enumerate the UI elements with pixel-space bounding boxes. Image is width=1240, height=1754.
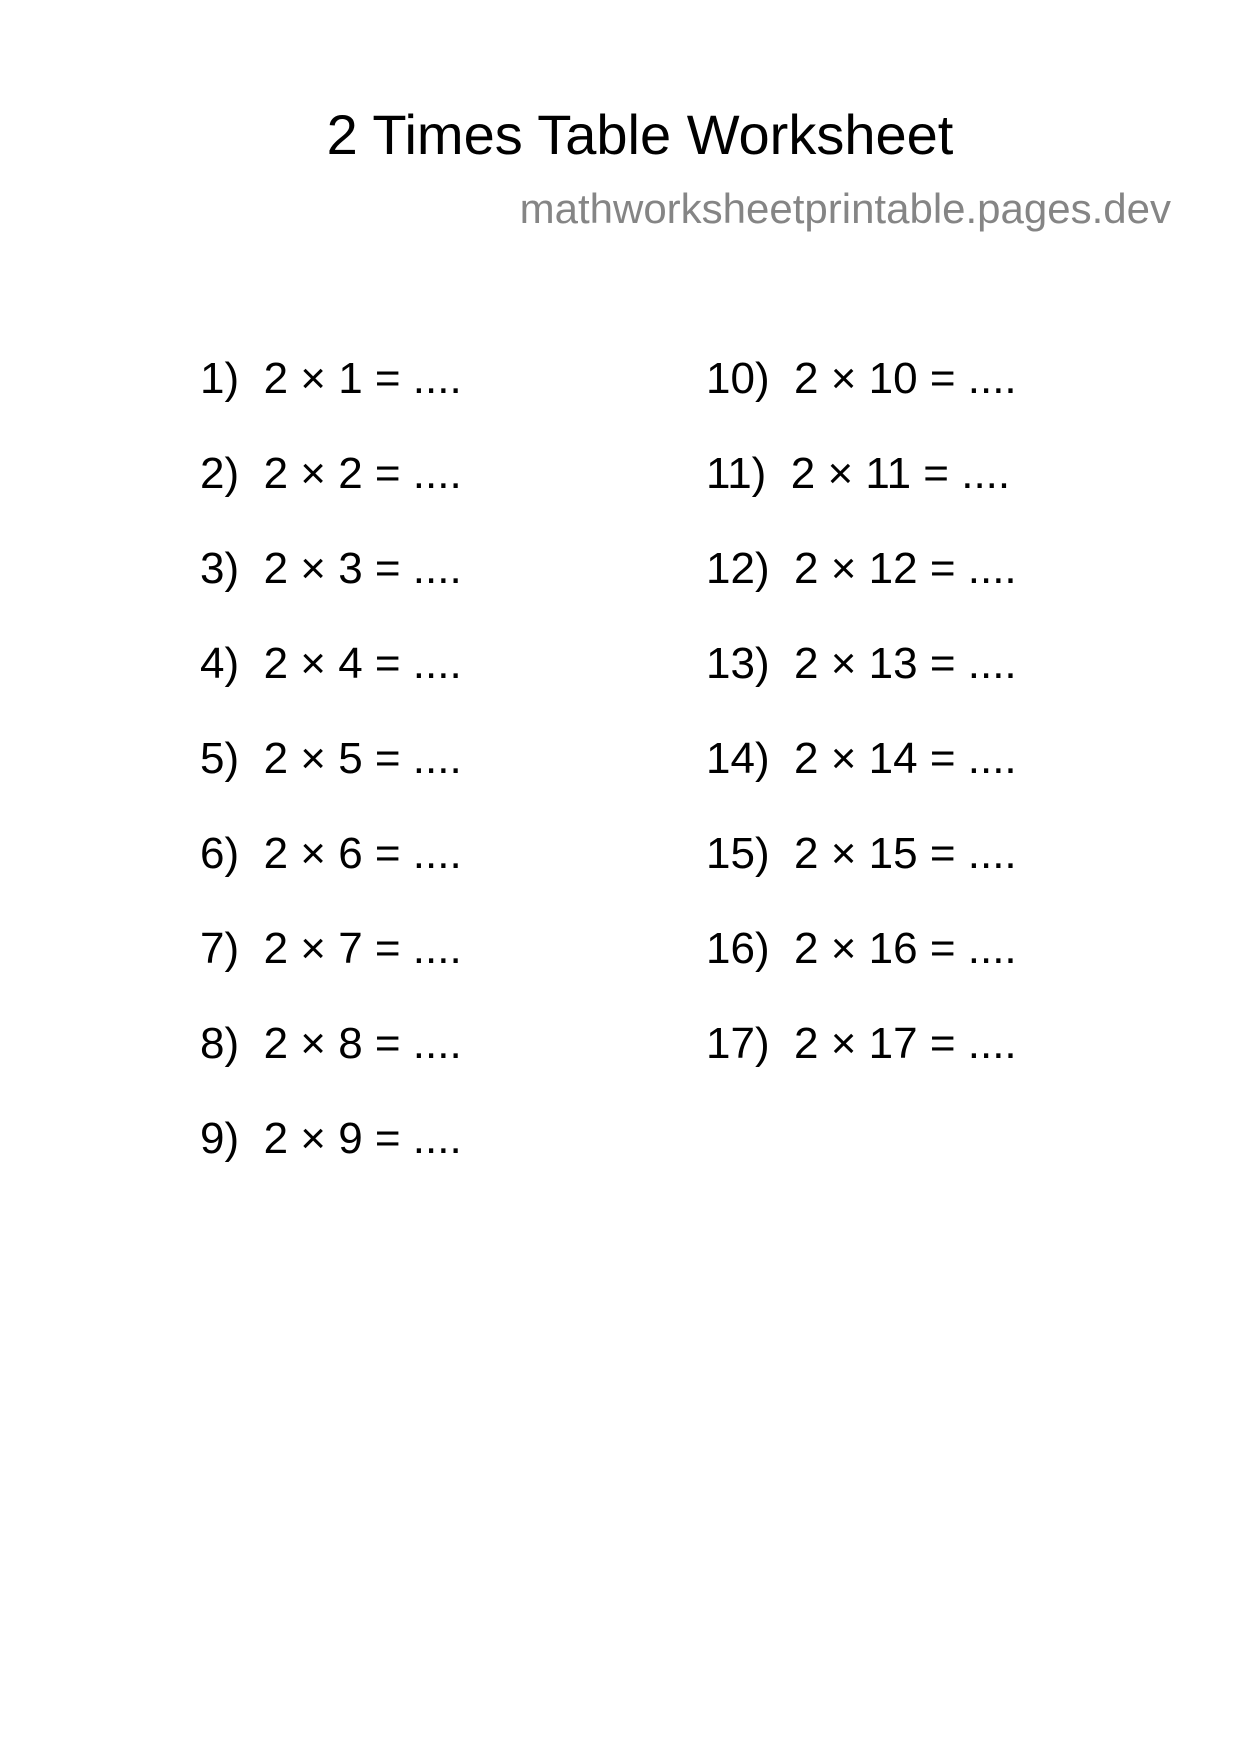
problem-item: 7) 2 × 7 = .... [200,924,462,973]
problem-item: 6) 2 × 6 = .... [200,829,462,878]
problem-item: 9) 2 × 9 = .... [200,1114,462,1163]
problem-item: 14) 2 × 14 = .... [706,734,1017,783]
problem-item: 4) 2 × 4 = .... [200,639,462,688]
problem-column-left [200,354,462,1209]
problem-item: 11) 2 × 11 = .... [706,449,1011,498]
site-url: mathworksheetprintable.pages.dev [519,185,1171,232]
problem-column-right [706,354,1017,1114]
problem-item: 1) 2 × 1 = .... [200,354,462,403]
problem-item: 8) 2 × 8 = .... [200,1019,462,1068]
problem-item: 3) 2 × 3 = .... [200,544,462,593]
problem-item: 10) 2 × 10 = .... [706,354,1017,403]
problem-item: 12) 2 × 12 = .... [706,544,1017,593]
problem-item: 2) 2 × 2 = .... [200,449,462,498]
problem-item: 13) 2 × 13 = .... [706,639,1017,688]
problem-item: 17) 2 × 17 = .... [706,1019,1017,1068]
problem-item: 15) 2 × 15 = .... [706,829,1017,878]
worksheet-title: 2 Times Table Worksheet [326,103,954,166]
problem-item: 5) 2 × 5 = .... [200,734,462,783]
problem-item: 16) 2 × 16 = .... [706,924,1017,973]
